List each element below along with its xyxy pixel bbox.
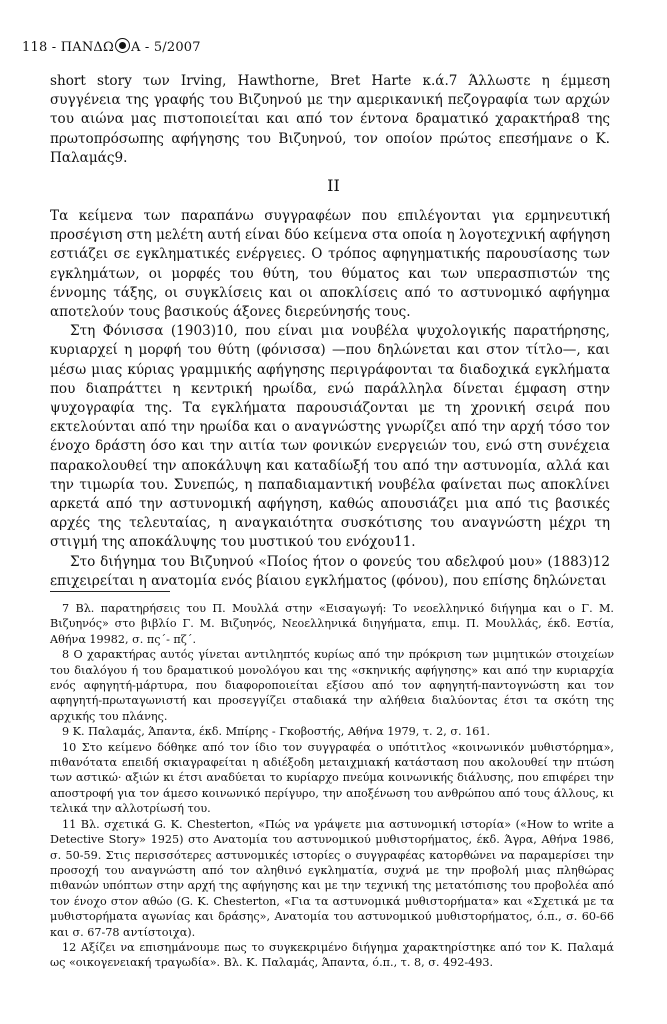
journal-name-left: - ΠΑΝΔΩ	[51, 40, 114, 55]
intro-paragraph: short story των Irving, Hawthorne, Bret Harte κ.ά.7 Άλλωστε η έμμεση συγγένεια της γραφής του Βιζυηνού με την αμερικανική πεζογραφία των αρχών του αιώνα μας πιστοποιείται και από τον έντονα δραματικό χαρακτήρα8 της πρωτοπρόσωπης αφήγησης του Βιζυηνού, τον οποίον πρώτος επεσήμανε ο Κ. Παλαμάς9.	[50, 73, 610, 166]
running-head	[22, 38, 201, 55]
body-paragraph: Στη Φόνισσα (1903)10, που είναι μια νουβέλα ψυχολογικής παρατήρησης, κυριαρχεί η μορφή του θύτη (φόνισσα) —που δηλώνεται και στον τίτλο—, και μέσω μιας κύριας γραμμικής αφήγησης περιγράφονται τα διαδοχικά εγκλήματα που διαπράττει η κεντρική ηρωίδα, ενώ παράλληλα δίνεται έμφαση στην ψυχογραφία της. Τα εγκλήματα παρουσιάζονται με τη χρονική σειρά που εκτελούνται από την ηρωίδα και ο αναγνώστης γνωρίζει από την αρχή τόσο τον ένοχο δράστη όσο και την αιτία των φονικών ενεργειών του, ενώ στη συνέχεια παρακολουθεί την αποκάλυψη και καταδίωξή του από την αστυνομία, αλλά και την τιμωρία του. Συνεπώς, η παπαδιαμαντική νουβέλα φαίνεται πως αποκλίνει αρκετά από την αστυνομική αφήγηση, καθώς απουσιάζει μια από τις βασικές αρχές της τελευταίας, η αναγκαιότητα συσκότισης του αναγνώστη μέχρι τη στιγμή της αποκάλυψης του μυστικού του ενόχου11.	[50, 323, 610, 551]
footnotes	[50, 601, 614, 971]
footnote: 11 Βλ. σχετικά G. K. Chesterton, «Πώς να γράψετε μια αστυνομική ιστορία» («How to write a Detective Story» 1925) στο Ανατομία του αστυνομικού μυθιστορήματος, έκδ. Άγρα, Αθήνα 1986, σ. 50-59. Στις περισσότερες αστυνομικές ιστορίες ο συγγραφέας κατορθώνει να παραμερίσει την προσοχή του αναγνώστη από τον αληθινό εγκληματία, συχνά με την προβολή μιας πληθώρας πιθανών υπόπτων στην αρχή της αφήγησης και με την τεχνική της μετατόπισης του προβολέα από τον ένοχο στον αθώο (G. K. Chesterton, «Για τα αστυνομικά μυθιστορήματα» και «Σχετικά με τα μυθιστορήματα αγωνίας και δράσης», Ανατομία του αστυνομικού μυθιστορήματος, ό.π., σ. 60-66 και σ. 67-78 αντίστοιχα).	[50, 817, 614, 939]
body-paragraph: Τα κείμενα των παραπάνω συγγραφέων που επιλέγονται για ερμηνευτική προσέγιση στη μελέτη αυτή είναι δύο κείμενα στα οποία η λογοτεχνική αφήγηση εστιάζει σε εγκληματικές ενέργειες. Ο τρόπος αφηγηματικής παρουσίασης των εγκλημάτων, οι μορφές του θύτη, του θύματος και των υπερασπιστών της έννομης τάξης, οι συγκλίσεις και οι αποκλίσεις από το αστυνομικό αφήγημα αποτελούν τους βασικούς άξονες διερεύνησής τους.	[50, 208, 610, 321]
journal-logo-icon	[115, 38, 130, 53]
section-number: II	[327, 176, 340, 195]
page-number: 118	[22, 40, 48, 55]
journal-name-right: Α - 5/2007	[130, 40, 201, 55]
footnote: 8 Ο χαρακτήρας αυτός γίνεται αντιληπτός κυρίως από την πρόκριση των μιμητικών στοιχείων του διαλόγου ή του δραματικού μονολόγου και της «σκηνικής αφήγησης» και από την κυριαρχία ενός αφηγητή-μάρτυρα, που διαφοροποιείται εξίσου από τον αφηγητή-παντογνώστη και τον αφηγητή-πρωταγωνιστή και προσεγγίζει σταδιακά την αλήθεια διαλύοντας έτσι τα σκότη της αρχικής του πλάνης.	[50, 648, 614, 723]
intro-paragraph-block	[50, 72, 610, 168]
body-paragraph: Στο διήγημα του Βιζυηνού «Ποίος ήτον ο φονεύς του αδελφού μου» (1883)12 επιχειρείται η ανατομία ενός βίαιου εγκλήματος (φόνου), που επίσης δηλώνεται	[50, 553, 610, 589]
footnote: 10 Στο κείμενο δόθηκε από τον ίδιο τον συγγραφέα ο υπότιτλος «κοινωνικόν μυθιστόρημα», πιθανότατα επειδή σκιαγραφείται η αδιέξοδη μεταιχμιακή κατάσταση που ακολουθεί την πτώση των αστικώ· αξιών κι έτσι αναδύεται το κυρίαρχο πνεύμα κοινωνικής διάλυσης, που επιφέρει την αποστροφή για τον άμεσο κοινωνικό περίγυρο, την αποξένωση του ανθρώπου από τους άλλους, κι τελικά την αλλοτρίωσή του.	[50, 740, 614, 816]
footnote-divider	[50, 591, 170, 592]
footnote: 7 Βλ. παρατηρήσεις του Π. Μουλλά στην «Εισαγωγή: Το νεοελληνικό διήγημα και ο Γ. Μ. Βιζυηνός» στο βιβλίο Γ. Μ. Βιζυηνός, Νεοελληνικά διηγήματα, επιμ. Π. Μουλλάς, έκδ. Εστία, Αθήνα 19982, σ. πς΄- πζ΄.	[50, 602, 614, 646]
footnote: 9 Κ. Παλαμάς, Άπαντα, έκδ. Μπίρης - Γκοβοστής, Αθήνα 1979, τ. 2, σ. 161.	[62, 725, 491, 739]
footnote: 12 Αξίζει να επισημάνουμε πως το συγκεκριμένο διήγημα χαρακτηρίστηκε από τον Κ. Παλαμά ως «οικογενειακή τραγωδία». Βλ. Κ. Παλαμάς, Άπαντα, ό.π., τ. 8, σ. 492-493.	[50, 940, 614, 970]
main-body	[50, 207, 610, 591]
